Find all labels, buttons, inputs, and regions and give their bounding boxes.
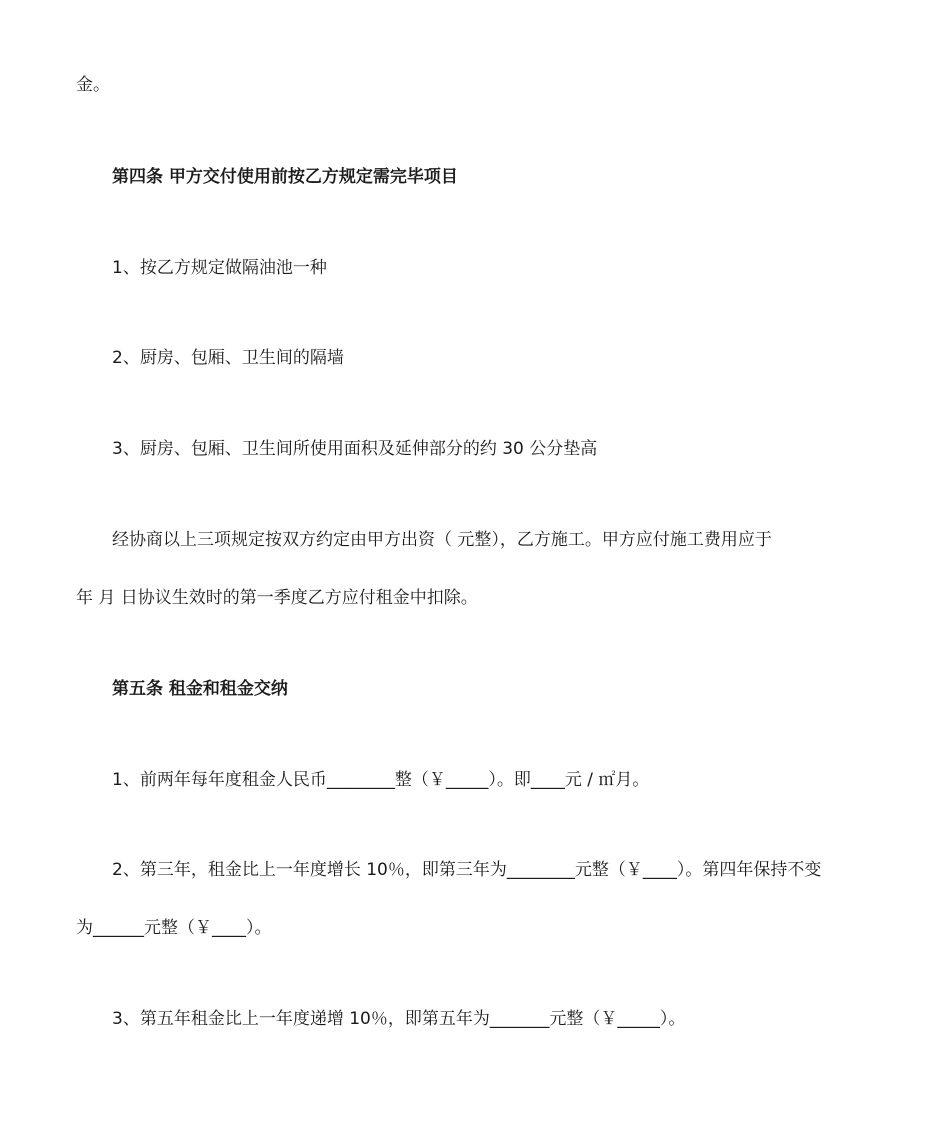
list-item: 3、厨房、包厢、卫生间所使用面积及延伸部分的约 30 公分垫高	[112, 439, 598, 459]
list-item: 2、第三年，租金比上一年度增长 10％，即第三年为________元整（￥____）。第四年保持不变	[112, 860, 822, 880]
section-heading-article-4: 第四条 甲方交付使用前按乙方规定需完毕项目	[112, 167, 458, 187]
list-item: 1、前两年每年度租金人民币________整（￥_____）。即____元 / ㎡月。	[112, 770, 650, 790]
list-item: 1、按乙方规定做隔油池一种	[112, 258, 327, 278]
text-line-continuation: 金。	[76, 75, 110, 95]
paragraph-line: 为______元整（￥____）。	[76, 918, 272, 938]
list-item: 2、厨房、包厢、卫生间的隔墙	[112, 348, 344, 368]
paragraph-line: 经协商以上三项规定按双方约定由甲方出资（ 元整），乙方施工。甲方应付施工费用应于	[112, 530, 772, 550]
list-item: 3、第五年租金比上一年度递增 10％，即第五年为_______元整（￥_____）。	[112, 1009, 686, 1029]
paragraph-line: 年 月 日协议生效时的第一季度乙方应付租金中扣除。	[76, 588, 478, 608]
section-heading-article-5: 第五条 租金和租金交纳	[112, 679, 288, 699]
